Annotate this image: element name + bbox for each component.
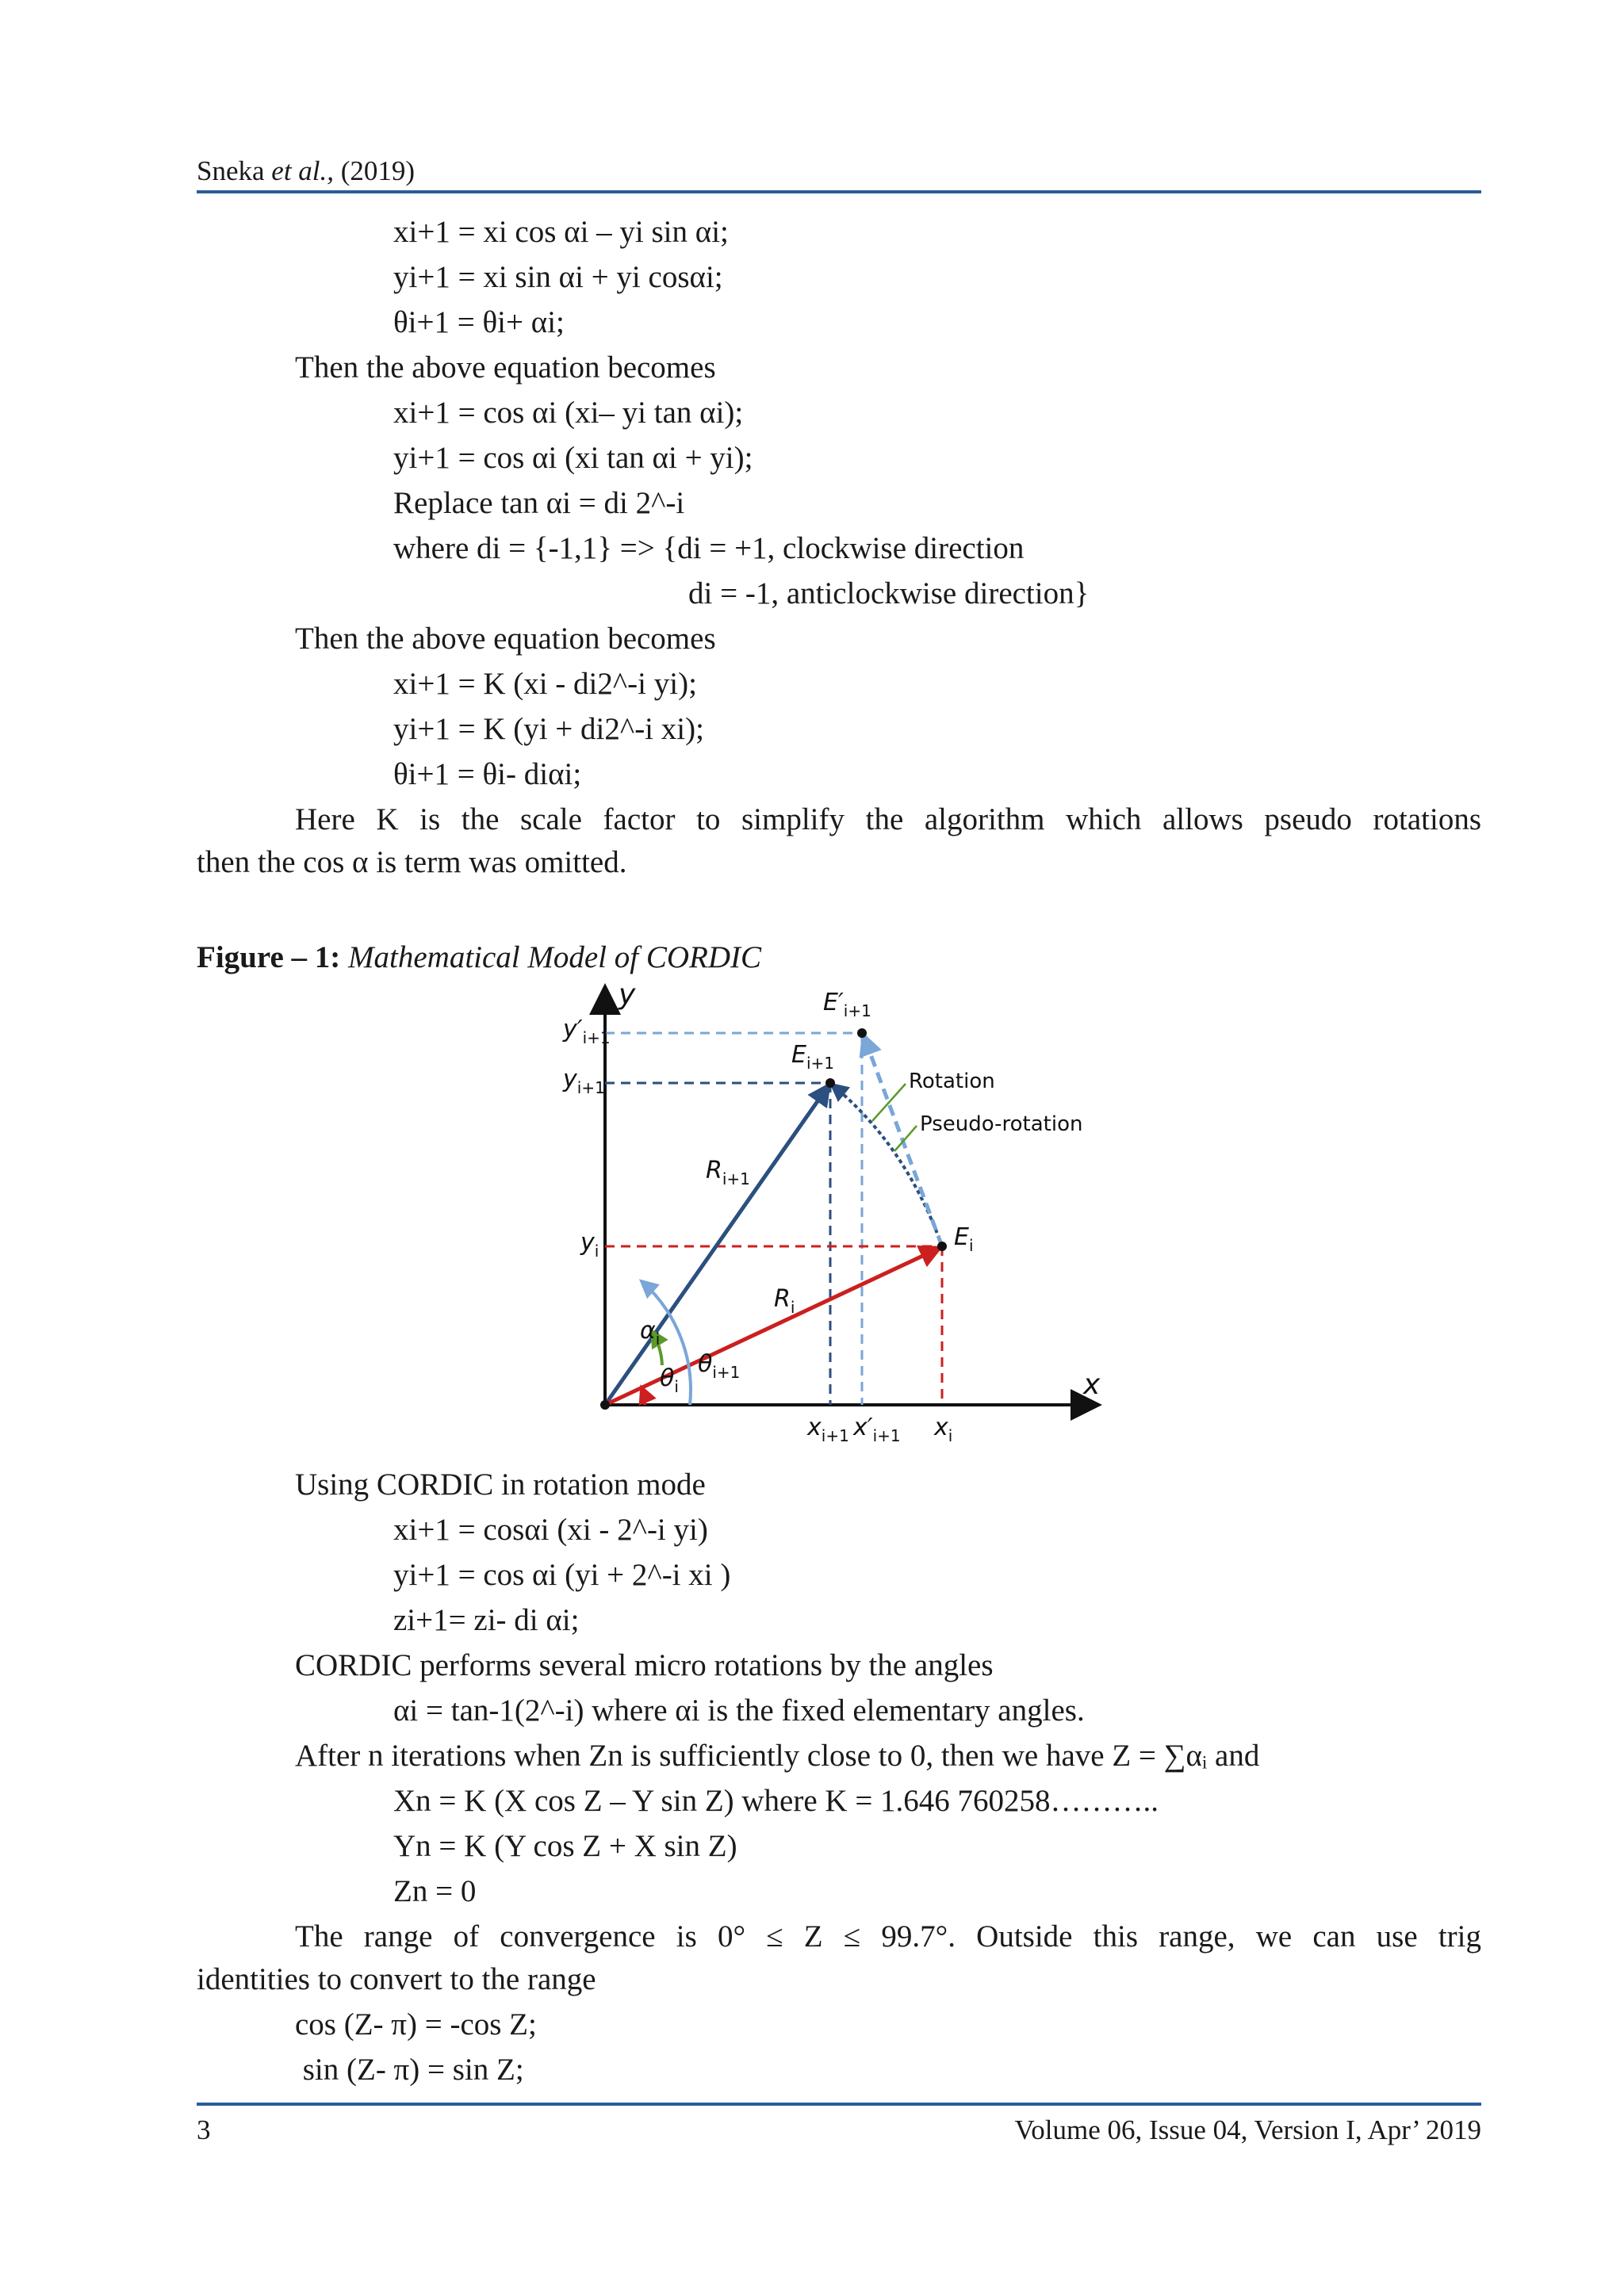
equation-line: αi = tan-1(2^-i) where αi is the fixed elementary angles. — [393, 1693, 1085, 1728]
paragraph-line: The range of convergence is 0° ≤ Z ≤ 99.7°. Outside this range, we can use trig — [295, 1919, 1481, 1954]
e-prime-label: $E'_{i+1}$ — [823, 989, 871, 1020]
paragraph-line: Here K is the scale factor to simplify the algorithm which allows pseudo rotations — [295, 802, 1481, 836]
header-year: (2019) — [340, 155, 416, 186]
equation-line: xi+1 = xi cos αi – yi sin αi; — [393, 215, 729, 249]
header-author: Sneka — [197, 155, 265, 186]
equation-line: Replace tan αi = di 2^-i — [393, 486, 685, 520]
rotation-arc — [832, 1085, 942, 1246]
header-etal: et al., — [271, 155, 335, 186]
y-prime-label: $y'_{i+1}$ — [563, 1016, 611, 1047]
footer-rule — [197, 2103, 1481, 2106]
theta-label: $\theta_i$ — [660, 1364, 679, 1396]
text-line: Then the above equation becomes — [295, 350, 716, 385]
equation-line: yi+1 = cos αi (xi tan αi + yi); — [393, 441, 753, 475]
equation-line: yi+1 = cos αi (yi + 2^-i xi ) — [393, 1558, 731, 1592]
point-origin — [600, 1400, 610, 1410]
figure-label: Figure – 1: — [197, 940, 341, 974]
running-header — [197, 155, 415, 187]
point-e-next — [825, 1078, 835, 1088]
cordic-diagram — [539, 983, 1126, 1459]
page-number: 3 — [197, 2114, 211, 2145]
text-line: Then the above equation becomes — [295, 622, 716, 656]
paragraph-line: identities to convert to the range — [197, 1962, 596, 1996]
equation-line: where di = {-1,1} => {di = +1, clockwise direction — [393, 531, 1025, 565]
text-line: Using CORDIC in rotation mode — [295, 1468, 706, 1502]
header-rule — [197, 190, 1481, 193]
point-e-prime — [857, 1028, 867, 1038]
equation-line: yi+1 = K (yi + di2^-i xi); — [393, 712, 704, 746]
y-next-label: $y_{i+1}$ — [563, 1066, 605, 1097]
equation-line: sin (Z- π) = sin Z; — [295, 2053, 524, 2087]
alpha-label: $\alpha_i$ — [640, 1317, 661, 1349]
paragraph-line: then the cos α is term was omitted. — [197, 845, 627, 879]
e-next-label: $E_{i+1}$ — [791, 1041, 835, 1073]
x-i-label: $x_i$ — [934, 1414, 953, 1445]
text-line: CORDIC performs several micro rotations by the angles — [295, 1648, 994, 1682]
journal-issue: Volume 06, Issue 04, Version I, Apr’ 2019 — [1014, 2114, 1481, 2145]
e-i-label: $E_i$ — [954, 1223, 974, 1255]
equation-line: yi+1 = xi sin αi + yi cosαi; — [393, 260, 723, 294]
x-next-label: $x_{i+1}$ — [807, 1414, 849, 1445]
y-i-label: $y_i$ — [580, 1229, 599, 1261]
equation-line: Xn = K (X cos Z – Y sin Z) where K = 1.646 760258……….. — [393, 1784, 1159, 1818]
r-i-label: $R_i$ — [774, 1285, 795, 1317]
text-line: After n iterations when Zn is sufficiently close to 0, then we have Z = ∑αᵢ and — [295, 1739, 1260, 1773]
equation-line: xi+1 = cosαi (xi - 2^-i yi) — [393, 1513, 708, 1547]
r-next-label: $R_{i+1}$ — [706, 1157, 750, 1188]
equation-line: cos (Z- π) = -cos Z; — [295, 2007, 537, 2042]
theta-arc — [642, 1387, 645, 1405]
x-axis-label: x — [1083, 1368, 1101, 1401]
figure-title: Mathematical Model of CORDIC — [348, 940, 762, 974]
rotation-callout — [872, 1084, 906, 1121]
equation-line: Yn = K (Y cos Z + X sin Z) — [393, 1829, 737, 1863]
equation-line: di = -1, anticlockwise direction} — [688, 576, 1090, 610]
point-e-i — [937, 1242, 947, 1251]
rotation-label: Rotation — [909, 1070, 995, 1093]
theta-next-label: $\theta_{i+1}$ — [698, 1350, 741, 1382]
equation-line: θi+1 = θi- diαi; — [393, 757, 582, 791]
equation-line: xi+1 = cos αi (xi– yi tan αi); — [393, 396, 744, 430]
pseudo-rotation-label: Pseudo-rotation — [920, 1112, 1083, 1136]
equation-line: θi+1 = θi+ αi; — [393, 305, 565, 339]
x-prime-label: $x'_{i+1}$ — [853, 1414, 901, 1445]
y-axis-label: y — [619, 983, 636, 1011]
equation-line: Zn = 0 — [393, 1874, 477, 1908]
equation-line: zi+1= zi- di αi; — [393, 1603, 580, 1637]
figure-caption — [197, 939, 761, 975]
equation-line: xi+1 = K (xi - di2^-i yi); — [393, 667, 697, 701]
